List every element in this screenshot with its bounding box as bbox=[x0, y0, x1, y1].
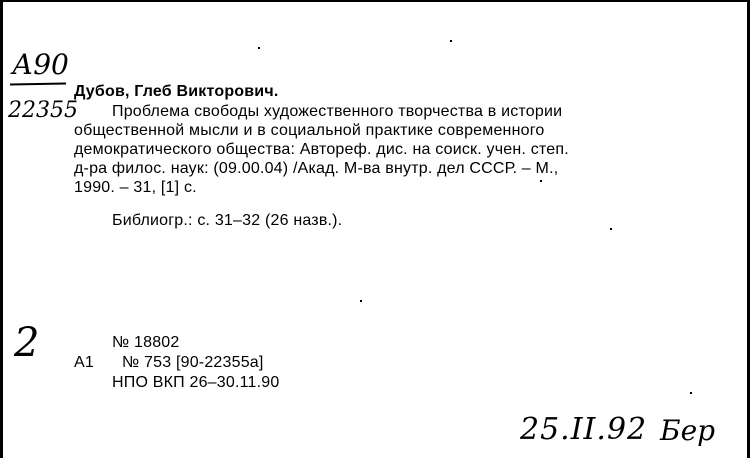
handwritten-date: 25.ІІ.92 bbox=[520, 412, 648, 447]
description-line: 1990. – 31, [1] с. bbox=[74, 179, 197, 196]
registry-number: № 18802 bbox=[112, 334, 180, 351]
npo-line: НПО ВКП 26–30.11.90 bbox=[112, 374, 280, 391]
bibliographic-description bbox=[74, 102, 674, 197]
shelf-mark-underline bbox=[10, 83, 66, 86]
registry-code: А1 bbox=[74, 354, 94, 371]
handwritten-shelf-mark: А90 bbox=[12, 48, 69, 81]
speck bbox=[360, 300, 362, 302]
speck bbox=[540, 180, 542, 182]
bibliography-note: Библиогр.: с. 31–32 (26 назв.). bbox=[112, 212, 343, 229]
description-line: общественной мысли и в социальной практике современного bbox=[74, 122, 545, 139]
description-line: демократического общества: Автореф. дис. на соиск. учен. степ. bbox=[74, 141, 569, 158]
registry-number-2: № 753 [90-22355а] bbox=[122, 354, 264, 371]
card-left-edge bbox=[0, 0, 3, 458]
handwritten-inventory-number: 22355 bbox=[8, 98, 78, 123]
handwritten-copy-count: 2 bbox=[14, 320, 40, 366]
speck bbox=[610, 228, 612, 230]
description-line: д-ра филос. наук: (09.00.04) /Акад. М-ва внутр. дел СССР. – М., bbox=[74, 160, 559, 177]
speck bbox=[258, 47, 260, 49]
speck bbox=[690, 392, 692, 394]
registry-code-row bbox=[74, 353, 264, 372]
author-heading: Дубов, Глеб Викторович. bbox=[74, 83, 279, 100]
card-top-edge bbox=[0, 0, 750, 2]
speck bbox=[450, 40, 452, 42]
handwritten-initials: Бер bbox=[660, 414, 716, 447]
description-line: Проблема свободы художественного творчества в истории bbox=[112, 103, 563, 120]
